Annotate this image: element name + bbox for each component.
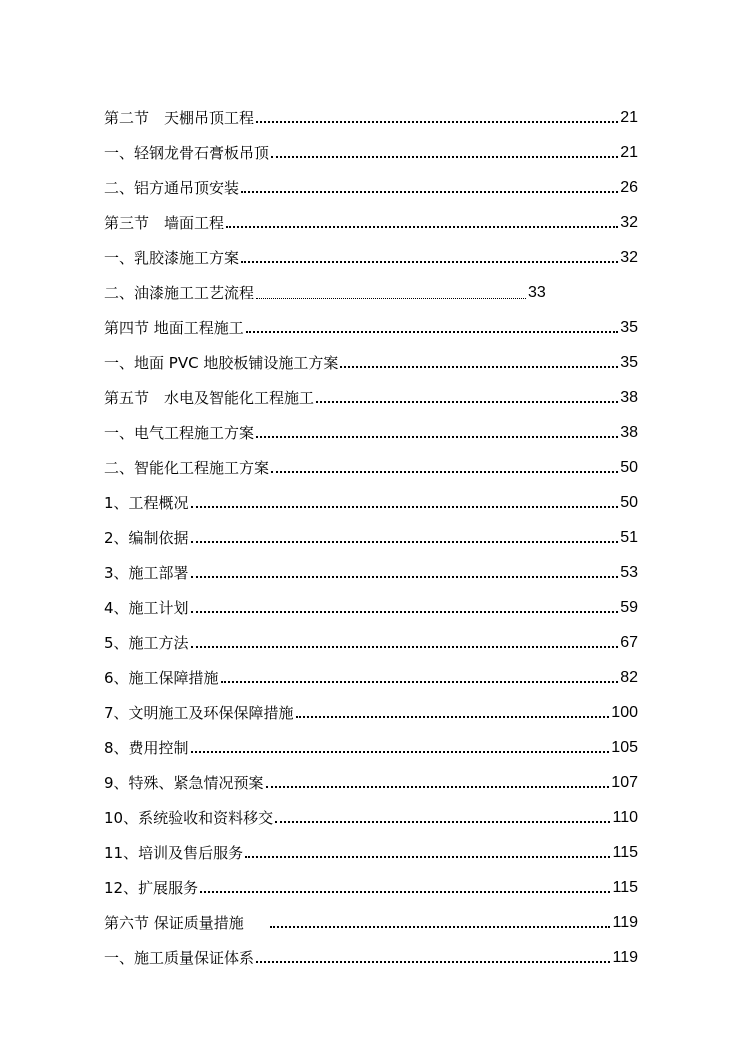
toc-entry-title: 2、编制依据 bbox=[104, 529, 189, 547]
toc-entry[interactable] bbox=[104, 93, 638, 128]
toc-entry-title: 第四节 地面工程施工 bbox=[104, 319, 244, 337]
toc-entry[interactable] bbox=[104, 793, 638, 828]
toc-dot-leader bbox=[191, 646, 619, 648]
toc-entry-title: 一、施工质量保证体系 bbox=[104, 949, 255, 967]
toc-entry[interactable] bbox=[104, 758, 638, 793]
toc-dot-leader bbox=[271, 156, 618, 158]
toc-dot-leader bbox=[271, 471, 618, 473]
toc-entry[interactable] bbox=[104, 408, 638, 443]
toc-entry-page: 26 bbox=[620, 179, 638, 196]
toc-entry[interactable] bbox=[104, 198, 638, 233]
toc-entry-title: 4、施工计划 bbox=[104, 599, 189, 617]
toc-entry-page: 32 bbox=[620, 249, 638, 266]
toc-entry[interactable] bbox=[104, 128, 638, 163]
toc-entry-title: 11、培训及售后服务 bbox=[104, 844, 244, 862]
toc-entry-page: 82 bbox=[620, 669, 638, 686]
toc-entry-page: 119 bbox=[612, 949, 638, 966]
toc-entry-page: 59 bbox=[620, 599, 638, 616]
toc-dot-leader bbox=[241, 191, 618, 193]
toc-entry[interactable] bbox=[104, 548, 638, 583]
toc-entry-page: 21 bbox=[620, 144, 638, 161]
toc-dot-leader bbox=[191, 541, 619, 543]
toc-dot-leader bbox=[191, 506, 619, 508]
toc-entry-page: 50 bbox=[620, 459, 638, 476]
toc-entry-page: 33 bbox=[528, 284, 546, 301]
toc-entry-page: 100 bbox=[611, 704, 638, 721]
toc-entry[interactable] bbox=[104, 443, 638, 478]
toc-entry-page: 115 bbox=[612, 879, 638, 896]
toc-entry-page: 38 bbox=[620, 389, 638, 406]
toc-entry-title: 12、扩展服务 bbox=[104, 879, 199, 897]
toc-entry-page: 35 bbox=[620, 319, 638, 336]
toc-entry-title: 二、油漆施工工艺流程 bbox=[104, 284, 255, 302]
toc-entry-title: 二、铝方通吊顶安装 bbox=[104, 179, 240, 197]
toc-entry[interactable] bbox=[104, 898, 638, 933]
toc-entry-page: 50 bbox=[620, 494, 638, 511]
toc-dot-leader bbox=[256, 298, 526, 299]
toc-entry[interactable] bbox=[104, 478, 638, 513]
toc-entry[interactable] bbox=[104, 303, 638, 338]
toc-entry-page: 21 bbox=[620, 109, 638, 126]
toc-entry-title: 10、系统验收和资料移交 bbox=[104, 809, 274, 827]
toc-entry-page: 107 bbox=[611, 774, 638, 791]
toc-dot-leader bbox=[241, 261, 618, 263]
toc-entry-title: 第五节 水电及智能化工程施工 bbox=[104, 389, 315, 407]
toc-entry-title: 3、施工部署 bbox=[104, 564, 189, 582]
toc-dot-leader bbox=[221, 681, 619, 683]
toc-entry-page: 38 bbox=[620, 424, 638, 441]
toc-entry-page: 53 bbox=[620, 564, 638, 581]
toc-entry[interactable] bbox=[104, 933, 638, 968]
toc-entry-title: 二、智能化工程施工方案 bbox=[104, 459, 270, 477]
toc-dot-leader bbox=[191, 751, 610, 753]
toc-dot-leader bbox=[226, 226, 618, 228]
toc-entry-title: 第二节 天棚吊顶工程 bbox=[104, 109, 255, 127]
toc-entry-page: 67 bbox=[620, 634, 638, 651]
toc-entry-title: 一、电气工程施工方案 bbox=[104, 424, 255, 442]
toc-dot-leader bbox=[275, 821, 610, 823]
toc-entry[interactable] bbox=[104, 583, 638, 618]
toc-entry-title: 5、施工方法 bbox=[104, 634, 189, 652]
toc-entry[interactable] bbox=[104, 828, 638, 863]
toc-entry-title: 一、轻钢龙骨石膏板吊顶 bbox=[104, 144, 270, 162]
toc-dot-leader bbox=[340, 366, 618, 368]
toc-dot-leader bbox=[200, 891, 610, 893]
toc-entry-page: 110 bbox=[612, 809, 638, 826]
toc-dot-leader bbox=[296, 716, 610, 718]
toc-entry[interactable] bbox=[104, 163, 638, 198]
toc-entry-title: 6、施工保障措施 bbox=[104, 669, 219, 687]
toc-dot-leader bbox=[245, 856, 610, 858]
toc-entry[interactable] bbox=[104, 233, 638, 268]
toc-entry-page: 35 bbox=[620, 354, 638, 371]
toc-entry-title: 7、文明施工及环保保障措施 bbox=[104, 704, 294, 722]
toc-dot-leader bbox=[256, 436, 618, 438]
toc-entry-page: 32 bbox=[620, 214, 638, 231]
toc-dot-leader bbox=[266, 786, 610, 788]
toc-entry-page: 115 bbox=[612, 844, 638, 861]
toc-entry[interactable] bbox=[104, 268, 638, 303]
table-of-contents bbox=[104, 93, 638, 968]
toc-entry-title: 第六节 保证质量措施 bbox=[104, 914, 244, 932]
toc-entry-title: 第三节 墙面工程 bbox=[104, 214, 225, 232]
toc-entry-title: 8、费用控制 bbox=[104, 739, 189, 757]
toc-entry-title: 1、工程概况 bbox=[104, 494, 189, 512]
toc-entry[interactable] bbox=[104, 513, 638, 548]
toc-entry[interactable] bbox=[104, 338, 638, 373]
toc-dot-leader bbox=[246, 331, 618, 333]
toc-entry-title: 一、乳胶漆施工方案 bbox=[104, 249, 240, 267]
toc-entry-title: 一、地面 PVC 地胶板铺设施工方案 bbox=[104, 354, 339, 372]
toc-entry-page: 119 bbox=[612, 914, 638, 931]
toc-dot-leader bbox=[191, 576, 619, 578]
toc-dot-leader bbox=[316, 401, 618, 403]
toc-entry-page: 105 bbox=[611, 739, 638, 756]
toc-entry-title: 9、特殊、紧急情况预案 bbox=[104, 774, 264, 792]
toc-dot-leader bbox=[191, 611, 619, 613]
toc-entry[interactable] bbox=[104, 863, 638, 898]
toc-entry-page: 51 bbox=[620, 529, 638, 546]
toc-entry[interactable] bbox=[104, 618, 638, 653]
toc-entry[interactable] bbox=[104, 723, 638, 758]
toc-dot-leader bbox=[256, 121, 618, 123]
toc-entry[interactable] bbox=[104, 653, 638, 688]
toc-dot-leader bbox=[270, 926, 611, 928]
toc-entry[interactable] bbox=[104, 688, 638, 723]
toc-entry[interactable] bbox=[104, 373, 638, 408]
toc-dot-leader bbox=[256, 961, 610, 963]
